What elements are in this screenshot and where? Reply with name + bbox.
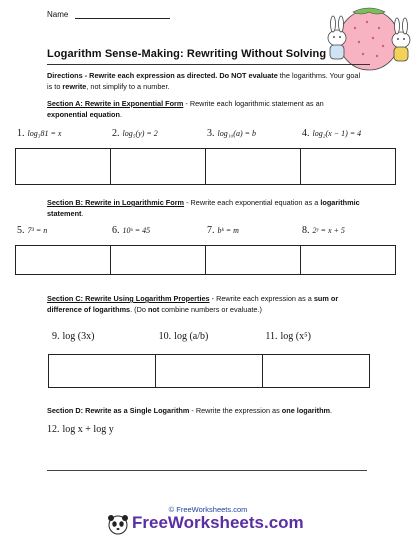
problem-number: 9. bbox=[52, 331, 60, 342]
section-b-bold: logarithmic statement bbox=[47, 198, 360, 218]
section-d-instructions bbox=[47, 405, 365, 416]
section-b-problems bbox=[17, 225, 397, 236]
answer-box-5[interactable] bbox=[16, 246, 111, 274]
directions-t3: the logarithms. Your goal is to bbox=[47, 71, 361, 91]
problem-expression: 2ʸ = x + 5 bbox=[312, 226, 345, 235]
section-b-instructions bbox=[47, 197, 365, 219]
section-d-end: . bbox=[330, 406, 333, 415]
answer-line-12[interactable] bbox=[47, 470, 367, 471]
problem-expression: log₂(x − 1) = 4 bbox=[312, 129, 362, 138]
strawberry-mascot-illustration bbox=[323, 0, 415, 74]
section-c-text: - Rewrite each expression as a bbox=[209, 294, 314, 303]
answer-box-2[interactable] bbox=[111, 149, 206, 184]
problem-expression: log₁₀(a) = b bbox=[217, 129, 257, 138]
problem-number: 5. bbox=[17, 225, 25, 236]
section-a-answer-grid bbox=[15, 148, 396, 185]
problem-expression: bᵏ = m bbox=[217, 226, 239, 235]
problem-expression: log₃81 = x bbox=[27, 129, 62, 138]
section-a-problems bbox=[17, 128, 397, 139]
problem-expression: 10ˣ = 45 bbox=[122, 226, 151, 235]
directions-t1: Rewrite each expression as directed. bbox=[89, 71, 220, 80]
section-d-text: - Rewrite the expression as bbox=[189, 406, 282, 415]
problem-9 bbox=[52, 331, 159, 342]
problem-expression: log (3x) bbox=[62, 331, 95, 342]
section-c-text3: combine numbers or evaluate.) bbox=[159, 305, 262, 314]
directions-t5: , not simplify to a number. bbox=[86, 82, 170, 91]
problem-1 bbox=[17, 128, 112, 139]
answer-box-11[interactable] bbox=[263, 355, 369, 387]
problem-expression: log x + log y bbox=[62, 424, 114, 435]
directions-lead: Directions - bbox=[47, 71, 90, 80]
footer-brand[interactable]: FreeWorksheets.com bbox=[132, 513, 304, 532]
section-a-heading: Section A: Rewrite in Exponential Form bbox=[47, 99, 184, 108]
problem-number: 1. bbox=[17, 128, 25, 139]
problem-11 bbox=[265, 331, 372, 342]
section-c-text2: . (Do bbox=[130, 305, 148, 314]
answer-box-9[interactable] bbox=[49, 355, 156, 387]
section-a-bold: exponential equation bbox=[47, 110, 120, 119]
problem-number: 6. bbox=[112, 225, 120, 236]
answer-box-10[interactable] bbox=[156, 355, 263, 387]
problem-6 bbox=[112, 225, 207, 236]
footer-copyright: © FreeWorksheets.com bbox=[168, 505, 248, 514]
problem-number: 4. bbox=[302, 128, 310, 139]
panda-logo-icon bbox=[107, 513, 129, 535]
section-d-bold: one logarithm bbox=[281, 406, 331, 415]
answer-box-1[interactable] bbox=[16, 149, 111, 184]
section-c-answer-grid bbox=[48, 354, 370, 388]
answer-box-4[interactable] bbox=[301, 149, 395, 184]
section-a-instructions bbox=[47, 98, 365, 120]
problem-8 bbox=[302, 225, 397, 236]
answer-box-7[interactable] bbox=[206, 246, 301, 274]
problem-2 bbox=[112, 128, 207, 139]
problem-12 bbox=[47, 424, 114, 435]
section-b-end: . bbox=[81, 209, 84, 218]
section-a-end: . bbox=[119, 110, 123, 119]
problem-expression: 7³ = n bbox=[27, 226, 48, 235]
problem-7 bbox=[207, 225, 302, 236]
title-divider bbox=[47, 64, 370, 65]
section-b-heading: Section B: Rewrite in Logarithmic Form bbox=[47, 198, 185, 207]
section-c-bold2: not bbox=[147, 305, 160, 314]
section-c-bold1: sum or difference of logarithms bbox=[47, 294, 339, 314]
name-field[interactable] bbox=[47, 10, 170, 19]
problem-number: 11. bbox=[265, 331, 278, 342]
section-c-problems bbox=[52, 331, 372, 342]
problem-5 bbox=[17, 225, 112, 236]
answer-box-3[interactable] bbox=[206, 149, 301, 184]
problem-number: 10. bbox=[158, 331, 172, 342]
directions bbox=[47, 70, 365, 92]
section-c-heading: Section C: Rewrite Using Logarithm Properties bbox=[47, 294, 210, 303]
section-b-answer-grid bbox=[15, 245, 396, 275]
problem-number: 12. bbox=[47, 424, 60, 435]
problem-number: 2. bbox=[112, 128, 120, 139]
name-label: Name bbox=[47, 10, 69, 19]
problem-4 bbox=[302, 128, 397, 139]
problem-expression: log₅(y) = 2 bbox=[122, 129, 158, 138]
problem-number: 8. bbox=[302, 225, 310, 236]
answer-box-6[interactable] bbox=[111, 246, 206, 274]
section-a-text: - Rewrite each logarithmic statement as an bbox=[183, 99, 324, 108]
problem-number: 3. bbox=[207, 128, 215, 139]
problem-10 bbox=[159, 331, 266, 342]
problem-expression: log (a/b) bbox=[174, 331, 209, 342]
problem-expression: log (x⁵) bbox=[280, 331, 311, 342]
name-line[interactable] bbox=[75, 10, 170, 19]
section-c-instructions bbox=[47, 293, 365, 315]
worksheet-title: Logarithm Sense-Making: Rewriting Without Solving bbox=[47, 48, 327, 60]
problem-number: 7. bbox=[207, 225, 215, 236]
section-b-text: - Rewrite each exponential equation as a bbox=[184, 198, 321, 207]
section-d-heading: Section D: Rewrite as a Single Logarithm bbox=[47, 406, 190, 415]
answer-box-8[interactable] bbox=[301, 246, 395, 274]
directions-t2: Do NOT evaluate bbox=[219, 71, 278, 80]
problem-3 bbox=[207, 128, 302, 139]
directions-t4: rewrite bbox=[62, 82, 87, 91]
